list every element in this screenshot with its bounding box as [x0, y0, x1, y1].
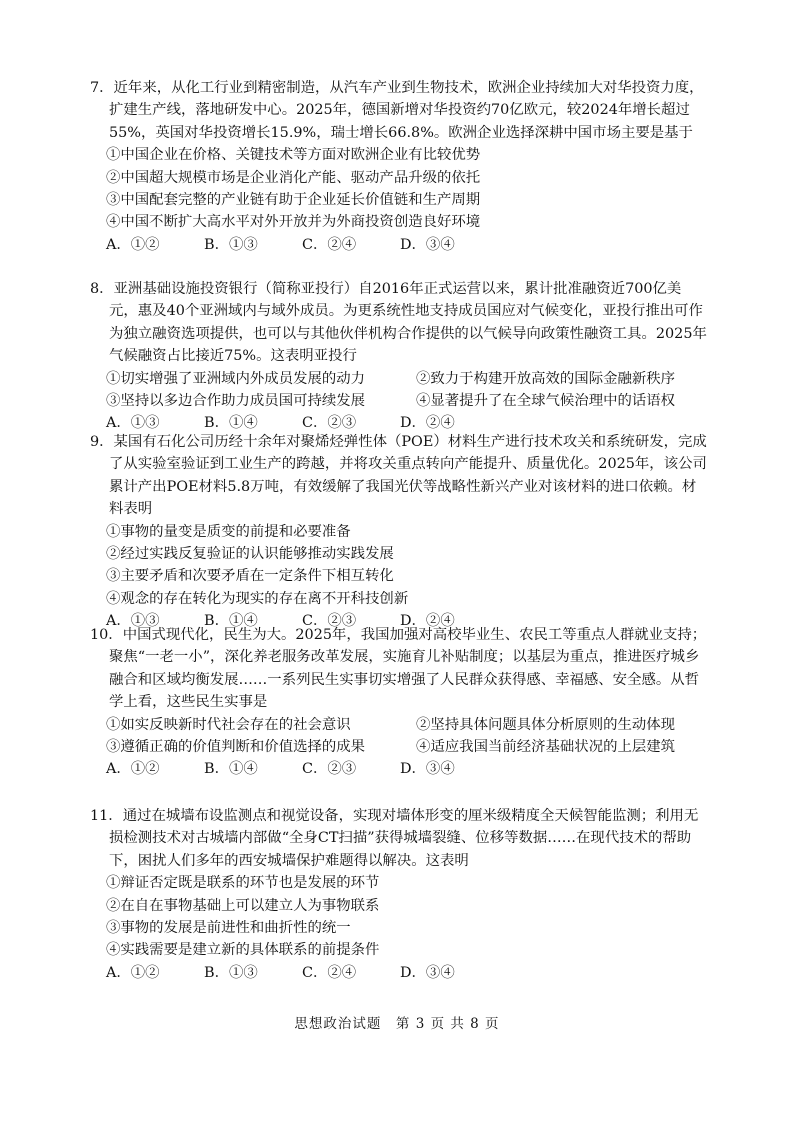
answer-choices: [90, 234, 710, 256]
option-statement: ①事物的量变是质变的前提和必要准备: [106, 523, 351, 540]
option-statement: ②中国超大规模市场是企业消化产能、驱动产品升级的依托: [106, 169, 481, 186]
option-statement: ③遵循正确的价值判断和价值选择的成果: [106, 739, 366, 756]
choice-b: B．①④: [204, 761, 258, 778]
choice-a: A．①②: [106, 761, 160, 778]
question-9: [90, 431, 710, 633]
choice-a: A．①②: [106, 236, 160, 253]
choice-a: A．①③: [106, 613, 160, 630]
question-7: [90, 77, 710, 256]
choice-c: C．②③: [302, 613, 357, 630]
choice-c: C．②③: [302, 415, 357, 432]
choice-b: B．①④: [204, 613, 258, 630]
option-statement: ③主要矛盾和次要矛盾在一定条件下相互转化: [106, 568, 394, 585]
choice-c: C．②④: [302, 964, 357, 981]
option-row: [90, 714, 710, 736]
choice-c: C．②③: [302, 761, 357, 778]
option-statement: ②坚持具体问题具体分析原则的生动体现: [416, 716, 676, 733]
answer-choices: [90, 962, 710, 984]
option-statement: ①切实增强了亚洲域内外成员发展的动力: [106, 370, 366, 387]
question-10: [90, 624, 710, 781]
option-statement: ②在自在事物基础上可以建立人为事物联系: [106, 897, 380, 914]
question-stem: 7．近年来，从化工行业到精密制造，从汽车产业到生物技术，欧洲企业持续加大对华投资力度，扩建生产线，落地研发中心。2025年，德国新增对华投资约70亿欧元，较2024年增长超过55%，英国对华投资增长15.9%，瑞士增长66.8%。欧洲企业选择深耕中国市场主要是基于: [90, 80, 704, 141]
question-stem: 10．中国式现代化，民生为大。2025年，我国加强对高校毕业生、农民工等重点人群就业支持；聚焦“一老一小”，深化养老服务改革发展，实施育儿补贴制度；以基层为重点，推进医疗城乡融合和区域均衡发展……一系列民生实事切实增强了人民群众获得感、幸福感、安全感。从哲学上看，这些民生实事是: [90, 627, 707, 711]
option-statement: ④适应我国当前经济基础状况的上层建筑: [416, 739, 676, 756]
option-statement: ③坚持以多边合作助力成员国可持续发展: [106, 393, 366, 410]
option-statement: ④中国不断扩大高水平对外开放并为外商投资创造良好环境: [106, 214, 481, 231]
choice-a: A．①②: [106, 964, 160, 981]
question-stem: 11．通过在城墙布设监测点和视觉设备，实现对墙体形变的厘米级精度全天候智能监测；利用无损检测技术对古城墙内部做“全身CT扫描”获得城墙裂缝、位移等数据……在现代技术的帮助下，困扰人们多年的西安城墙保护难题得以解决。这表明: [90, 808, 699, 869]
option-statement: ②经过实践反复验证的认识能够推动实践发展: [106, 546, 394, 563]
option-statement: ③事物的发展是前进性和曲折性的统一: [106, 920, 351, 937]
option-statement: ①辩证否定既是联系的环节也是发展的环节: [106, 875, 380, 892]
choice-a: A．①③: [106, 415, 160, 432]
question-stem: 8．亚洲基础设施投资银行（简称亚投行）自2016年正式运营以来，累计批准融资近700亿美元，惠及40个亚洲域内与域外成员。为更系统性地支持成员国应对气候变化，亚投行推出可作为独立融资选项提供，也可以与其他伙伴机构合作提供的以气候导向政策性融资工具。2025年气候融资占比接近75%。这表明亚投行: [90, 281, 707, 365]
answer-choices: [90, 758, 710, 780]
page-footer: 思想政治试题 第 3 页 共 8 页: [294, 1016, 500, 1032]
choice-b: B．①③: [204, 964, 258, 981]
choice-b: B．①③: [204, 236, 258, 253]
option-row: [90, 736, 710, 758]
option-statement: ④观念的存在转化为现实的存在离不开科技创新: [106, 590, 409, 607]
choice-d: D．③④: [400, 236, 455, 253]
choice-d: D．②④: [400, 613, 455, 630]
option-statement: ②致力于构建开放高效的国际金融新秩序: [416, 370, 676, 387]
option-statement: ①中国企业在价格、关键技术等方面对欧洲企业有比较优势: [106, 147, 481, 164]
choice-c: C．②④: [302, 236, 357, 253]
option-row: [90, 368, 710, 390]
choice-d: D．③④: [400, 761, 455, 778]
option-statement: ④显著提升了在全球气候治理中的话语权: [416, 393, 676, 410]
option-statement: ③中国配套完整的产业链有助于企业延长价值链和生产周期: [106, 192, 481, 209]
question-8: [90, 278, 710, 435]
option-row: [90, 390, 710, 412]
option-statement: ①如实反映新时代社会存在的社会意识: [106, 716, 351, 733]
choice-b: B．①④: [204, 415, 258, 432]
option-statement: ④实践需要是建立新的具体联系的前提条件: [106, 942, 380, 959]
choice-d: D．②④: [400, 415, 455, 432]
choice-d: D．③④: [400, 964, 455, 981]
question-11: [90, 805, 710, 984]
question-stem: 9．某国有石化公司历经十余年对聚烯烃弹性体（POE）材料生产进行技术攻关和系统研发，完成了从实验室验证到工业生产的跨越，并将攻关重点转向产能提升、质量优化。2025年，该公司累计产出POE材料5.8万吨，有效缓解了我国光伏等战略性新兴产业对该材料的进口依赖。材料表明: [90, 434, 707, 518]
